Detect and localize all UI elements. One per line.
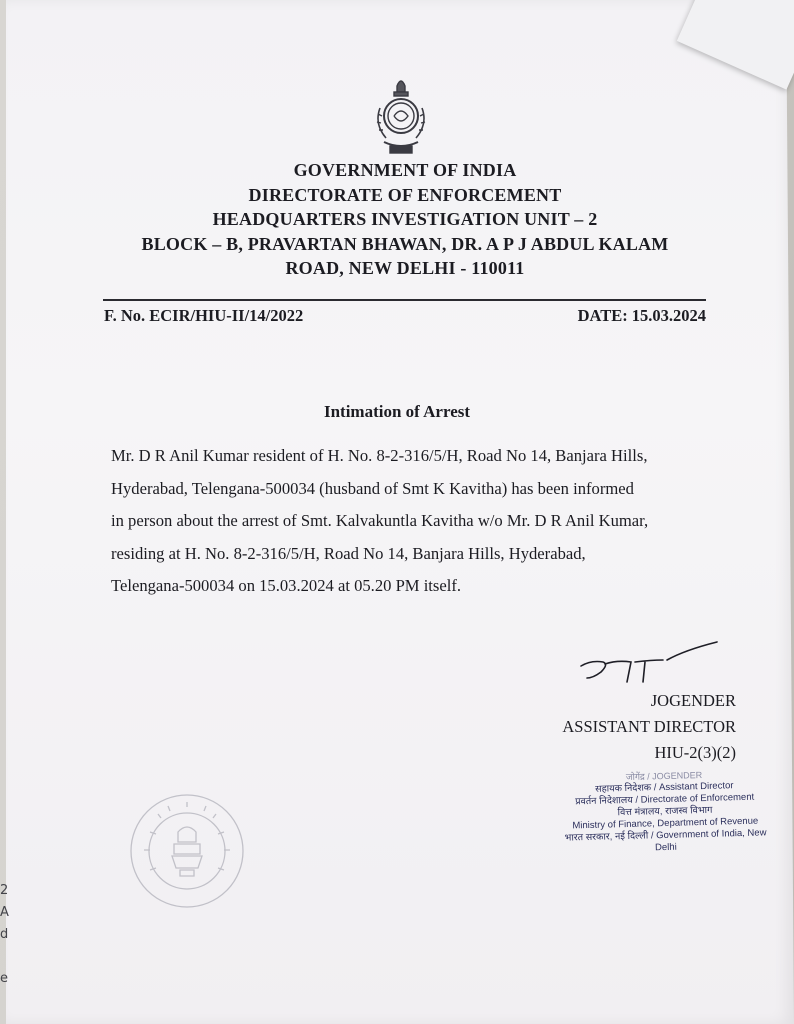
body-paragraph [111,440,711,603]
header-divider [103,299,706,301]
stamp-line-government: भारत सरकार, नई दिल्ली / Government of India, New Delhi [564,827,767,854]
signatory-name: JOGENDER [650,691,736,710]
official-designation-stamp [559,767,771,856]
stamp-line-name: जोगेंद्र / JOGENDER [625,770,703,783]
body-line: Telengana-500034 on 15.03.2024 at 05.20 PM itself. [111,576,462,595]
body-line: residing at H. No. 8-2-316/5/H, Road No 14, Banjara Hills, Hyderabad, [111,543,586,563]
stamp-line-ministry-hindi: वित्त मंत्रालय, राजस्व विभाग [617,804,713,819]
underlying-page-edge: 2 A d e [0,883,9,986]
stamp-line-ministry: Ministry of Finance, Department of Revenue [572,815,759,832]
letterhead [100,158,710,281]
file-number: F. No. ECIR/HIU-II/14/2022 [104,306,304,325]
date-field [574,306,706,326]
body-line: Mr. D R Anil Kumar resident of H. No. 8-2-316/5/H, Road No 14, Banjara Hills, [111,446,648,465]
round-seal-icon [128,792,246,910]
body-line: in person about the arrest of Smt. Kalvakuntla Kavitha w/o Mr. D R Anil Kumar, [111,511,649,530]
letterhead-line-government: GOVERNMENT OF INDIA [293,160,517,180]
letterhead-line-road: ROAD, NEW DELHI - 110011 [285,258,525,278]
letterhead-line-unit: HEADQUARTERS INVESTIGATION UNIT – 2 [212,209,598,229]
signatory-unit: HIU-2(3)(2) [654,743,736,762]
enforcement-directorate-emblem-icon [370,72,432,158]
stamp-line-title: सहायक निदेशक / Assistant Director [595,780,734,795]
date-label: DATE: [577,306,628,325]
letterhead-line-address: BLOCK – B, PRAVARTAN BHAWAN, DR. A P J ABDUL KALAM [141,233,669,254]
handwritten-signature [575,640,725,690]
signatory-designation: ASSISTANT DIRECTOR [562,717,736,736]
body-line: Hyderabad, Telengana-500034 (husband of Smt K Kavitha) has been informed [111,478,634,498]
document-subject: Intimation of Arrest [323,402,471,421]
letterhead-line-directorate: DIRECTORATE OF ENFORCEMENT [248,184,562,205]
stamp-line-office: प्रवर्तन निदेशालय / Directorate of Enforcement [574,791,755,808]
signatory-block [562,688,736,766]
date-value: 15.03.2024 [631,306,706,325]
